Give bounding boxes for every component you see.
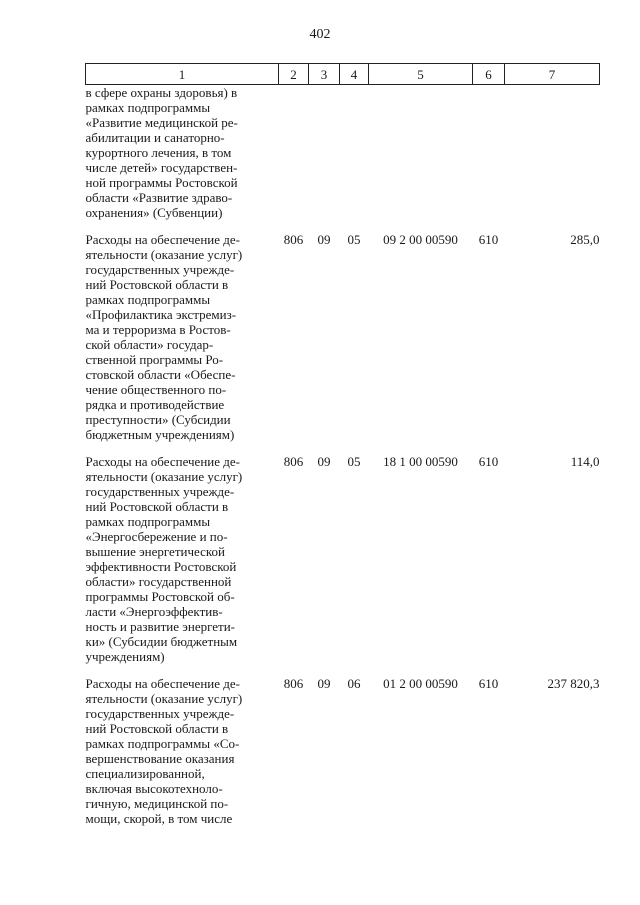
- description-line: курортного лечения, в том: [85, 145, 232, 160]
- description-line: мощи, скорой, в том числе: [85, 811, 233, 826]
- ministry-code-cell: 806: [283, 676, 304, 691]
- column-header-4: 4: [340, 64, 369, 85]
- description-line: программы Ростовской об-: [85, 589, 235, 604]
- column-header-7: 7: [505, 64, 600, 85]
- subsection-code-cell: 05: [347, 232, 361, 247]
- description-line: области» государственной: [85, 574, 232, 589]
- table-row: [86, 85, 600, 221]
- description-line: абилитации и санаторно-: [85, 130, 225, 145]
- description-line: ятельности (оказание услуг): [85, 469, 243, 484]
- table-row: [86, 442, 600, 664]
- description-line: государственных учрежде-: [85, 262, 235, 277]
- section-code-cell: 09: [317, 676, 331, 691]
- expense-type-cell: 610: [478, 676, 499, 691]
- section-code-cell: [309, 85, 340, 221]
- description-line: «Энергосбережение и по-: [85, 529, 228, 544]
- description-line: гичную, медицинской по-: [85, 796, 229, 811]
- column-header-6: 6: [473, 64, 505, 85]
- table-row: [86, 220, 600, 442]
- description-line: ний Ростовской области в: [85, 721, 229, 736]
- subsection-code-cell: [340, 85, 369, 221]
- section-code-cell: 09: [317, 232, 331, 247]
- description-line: вершенствование оказания: [85, 751, 235, 766]
- ministry-code-cell: 806: [283, 232, 304, 247]
- row-description: [86, 664, 279, 826]
- row-description: [86, 220, 279, 442]
- description-line: в сфере охраны здоровья) в: [85, 85, 238, 100]
- description-line: числе детей» государствен-: [85, 160, 238, 175]
- description-line: рядка и противодействие: [85, 397, 225, 412]
- expense-type-cell: 610: [478, 454, 499, 469]
- column-header-5: 5: [369, 64, 473, 85]
- description-line: ма и терроризма в Ростов-: [85, 322, 231, 337]
- description-line: включая высокотехноло-: [85, 781, 223, 796]
- description-line: государственных учрежде-: [85, 484, 235, 499]
- description-line: ний Ростовской области в: [85, 277, 229, 292]
- description-line: области «Развитие здраво-: [85, 190, 233, 205]
- description-line: ской области» государ-: [85, 337, 214, 352]
- description-line: эффективности Ростовской: [85, 559, 237, 574]
- table-row: [86, 664, 600, 826]
- description-line: рамках подпрограммы: [85, 100, 211, 115]
- description-line: специализированной,: [85, 766, 205, 781]
- column-header-3: 3: [309, 64, 340, 85]
- description-line: рамках подпрограммы «Со-: [85, 736, 240, 751]
- subsection-code-cell: 06: [347, 676, 361, 691]
- description-line: ятельности (оказание услуг): [85, 691, 243, 706]
- ministry-code-cell: 806: [283, 454, 304, 469]
- description-line: ной программы Ростовской: [85, 175, 238, 190]
- description-line: стовской области «Обеспе-: [85, 367, 236, 382]
- description-line: вышение энергетической: [85, 544, 225, 559]
- target-article-cell: 09 2 00 00590: [383, 232, 458, 247]
- description-line: преступности» (Субсидии: [85, 412, 231, 427]
- description-line: рамках подпрограммы: [85, 514, 211, 529]
- amount-cell: 237 820,3: [547, 676, 600, 691]
- budget-table: [85, 63, 600, 826]
- amount-cell: 285,0: [570, 232, 600, 247]
- expense-type-cell: 610: [478, 232, 499, 247]
- table-body: [86, 85, 600, 827]
- subsection-code-cell: 05: [347, 454, 361, 469]
- amount-cell: 114,0: [570, 454, 600, 469]
- row-description: [86, 442, 279, 664]
- column-header-2: 2: [279, 64, 309, 85]
- description-line: Расходы на обеспечение де-: [85, 232, 240, 247]
- description-line: Расходы на обеспечение де-: [85, 454, 240, 469]
- description-line: ятельности (оказание услуг): [85, 247, 243, 262]
- description-line: «Профилактика экстремиз-: [85, 307, 237, 322]
- target-article-cell: 01 2 00 00590: [383, 676, 458, 691]
- row-description: [86, 85, 279, 221]
- description-line: охранения» (Субвенции): [85, 205, 223, 220]
- description-line: государственных учрежде-: [85, 706, 235, 721]
- column-number-header-row: [86, 64, 600, 85]
- column-header-1: 1: [86, 64, 279, 85]
- page-number: 402: [309, 27, 331, 42]
- description-line: ласти «Энергоэффектив-: [85, 604, 223, 619]
- description-line: ний Ростовской области в: [85, 499, 229, 514]
- ministry-code-cell: [279, 85, 309, 221]
- target-article-cell: 18 1 00 00590: [383, 454, 458, 469]
- description-line: Расходы на обеспечение де-: [85, 676, 240, 691]
- description-line: ность и развитие энергети-: [85, 619, 235, 634]
- description-line: бюджетным учреждениям): [85, 427, 235, 442]
- amount-cell: [505, 85, 600, 221]
- description-line: ки» (Субсидии бюджетным: [85, 634, 238, 649]
- description-line: ственной программы Ро-: [85, 352, 224, 367]
- expense-type-cell: [473, 85, 505, 221]
- description-line: учреждениям): [85, 649, 165, 664]
- description-line: «Развитие медицинской ре-: [85, 115, 238, 130]
- description-line: рамках подпрограммы: [85, 292, 211, 307]
- description-line: чение общественного по-: [85, 382, 227, 397]
- section-code-cell: 09: [317, 454, 331, 469]
- target-article-cell: [369, 85, 473, 221]
